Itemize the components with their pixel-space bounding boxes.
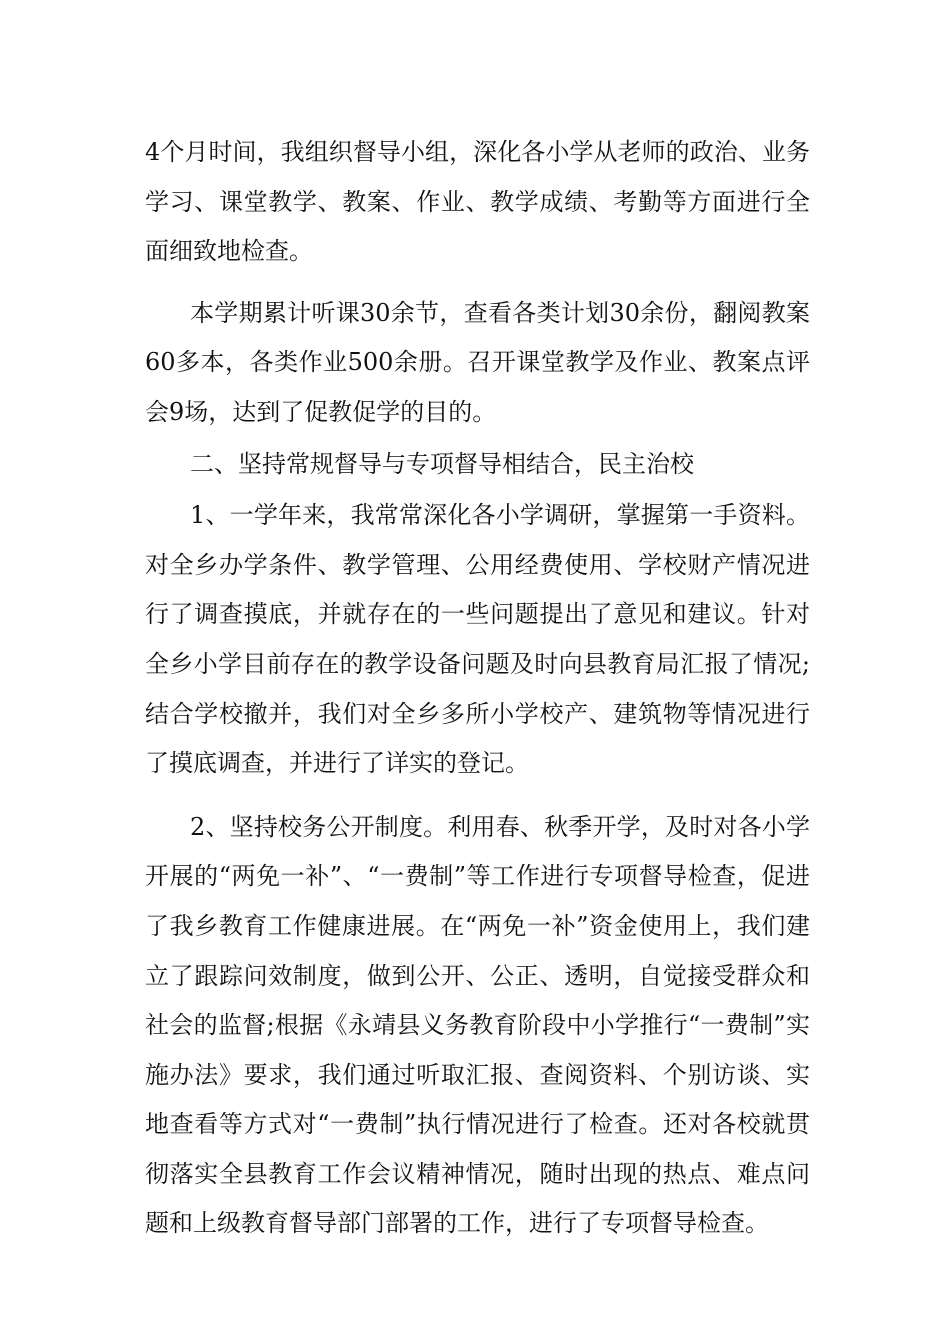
paragraph-statistics: 本学期累计听课30余节，查看各类计划30余份，翻阅教案60多本，各类作业500余册。召开课堂教学及作业、教案点评会9场，达到了促教促学的目的。: [145, 298, 810, 426]
paragraph-continuation: 4个月时间，我组织督导小组，深化各小学从老师的政治、业务学习、课堂教学、教案、作业、教学成绩、考勤等方面进行全面细致地检查。: [145, 138, 810, 266]
document-body: [145, 128, 810, 1249]
section-heading: 二、坚持常规督导与专项督导相结合，民主治校: [190, 449, 694, 478]
paragraph-item-1: 1、一学年来，我常常深化各小学调研，掌握第一手资料。对全乡办学条件、教学管理、公用经费使用、学校财产情况进行了调查摸底，并就存在的一些问题提出了意见和建议。针对全乡小学目前存在的教学设备问题及时向县教育局汇报了情况;结合学校撤并，我们对全乡多所小学校产、建筑物等情况进行了摸底调查，并进行了详实的登记。: [145, 501, 810, 778]
paragraph-item-2: 2、坚持校务公开制度。利用春、秋季开学，及时对各小学开展的“两免一补”、“一费制”等工作进行专项督导检查，促进了我乡教育工作健康进展。在“两免一补”资金使用上，我们建立了跟踪问效制度，做到公开、公正、透明，自觉接受群众和社会的监督;根据《永靖县义务教育阶段中小学推行“一费制”实施办法》要求，我们通过听取汇报、查阅资料、个别访谈、实地查看等方式对“一费制”执行情况进行了检查。还对各校就贯彻落实全县教育工作会议精神情况，随时出现的热点、难点问题和上级教育督导部门部署的工作，进行了专项督导检查。: [145, 812, 810, 1238]
